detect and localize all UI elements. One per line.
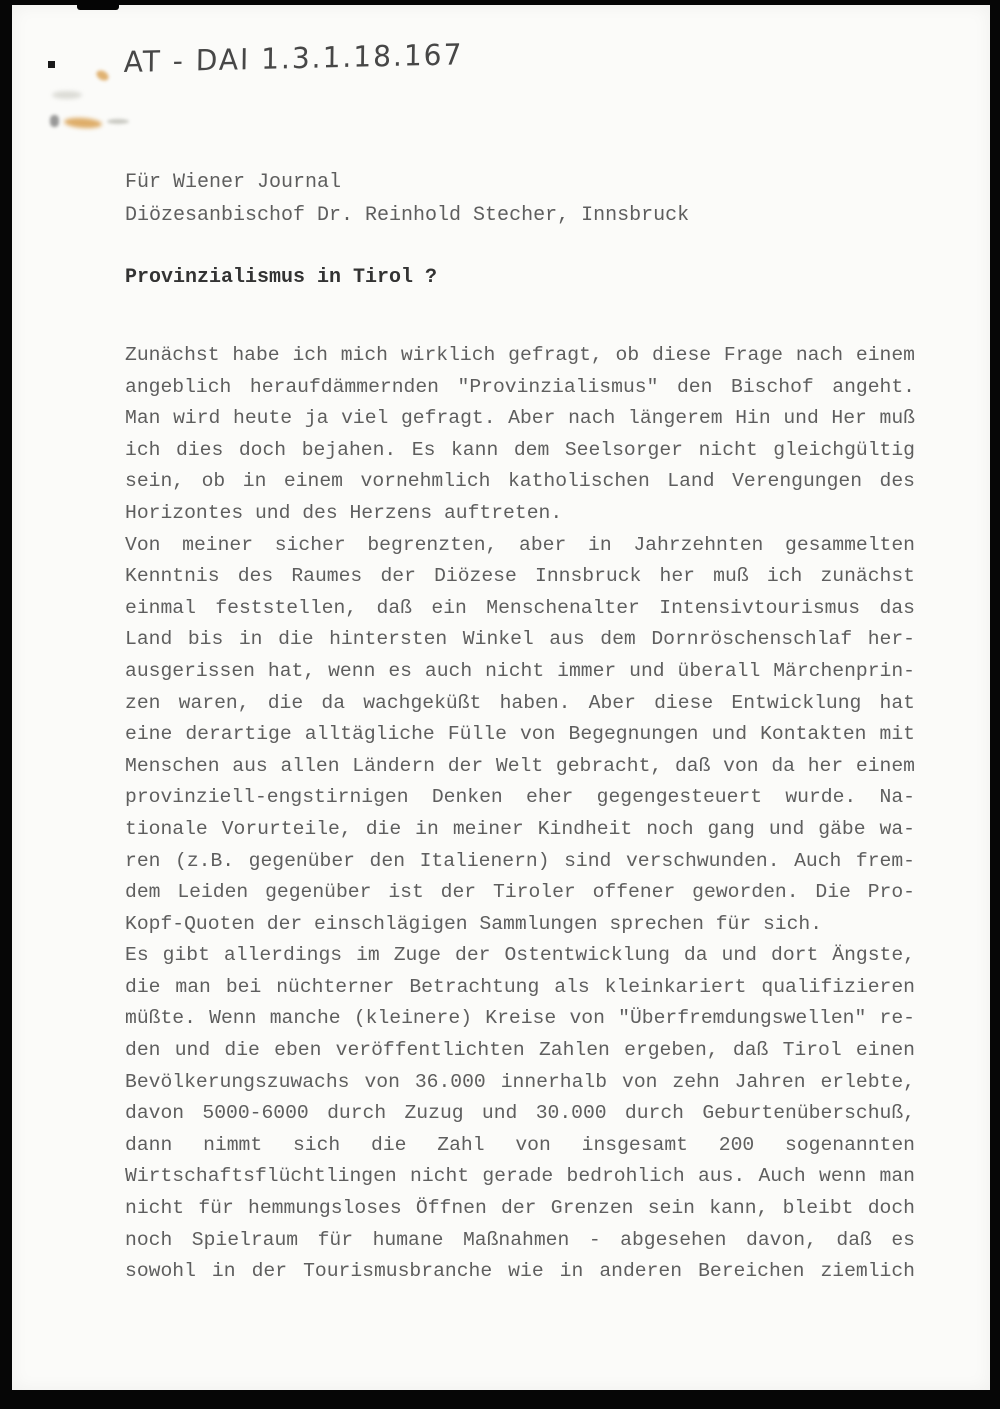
document-page bbox=[12, 5, 990, 1390]
body-line: nicht für hemmungsloses Öffnen der Grenzen sein kann, bleibt doch bbox=[125, 1197, 915, 1220]
body-line: davon 5000-6000 durch Zuzug und 30.000 durch Geburtenüberschuß, bbox=[125, 1102, 915, 1125]
smudge-mark bbox=[95, 68, 111, 82]
smudge-mark bbox=[64, 117, 103, 130]
body-line: Man wird heute ja viel gefragt. Aber nach längerem Hin und Her muß bbox=[125, 407, 915, 430]
body-line: einmal feststellen, daß ein Menschenalter Intensivtourismus das bbox=[125, 596, 915, 619]
body-line: tionale Vorurteile, die in meiner Kindheit noch gang und gäbe wa- bbox=[125, 817, 915, 840]
smudge-mark bbox=[50, 115, 59, 127]
document-body bbox=[125, 340, 915, 1288]
body-line: dann nimmt sich die Zahl von insgesamt 200 sogenannten bbox=[125, 1133, 915, 1156]
body-line: dem Leiden gegenüber ist der Tiroler offener geworden. Die Pro- bbox=[125, 881, 915, 904]
body-line: Wirtschaftsflüchtlingen nicht gerade bedrohlich aus. Auch wenn man bbox=[125, 1165, 915, 1188]
document-author-line: Diözesanbischof Dr. Reinhold Stecher, Innsbruck bbox=[125, 204, 690, 227]
body-line: ich dies doch bejahen. Es kann dem Seelsorger nicht gleichgültig bbox=[125, 438, 915, 461]
scan-edge-artifact bbox=[77, 0, 119, 10]
body-line: Kenntnis des Raumes der Diözese Innsbruck her muß ich zunächst bbox=[125, 565, 915, 588]
smudge-mark bbox=[107, 119, 129, 124]
body-line: Horizontes und des Herzens auftreten. bbox=[125, 501, 563, 524]
body-line: ausgerissen hat, wenn es auch nicht immer und überall Märchenprin- bbox=[125, 659, 915, 682]
body-line: Kopf-Quoten der einschlägigen Sammlungen sprechen für sich. bbox=[125, 912, 823, 935]
body-line: Zunächst habe ich mich wirklich gefragt, ob diese Frage nach einem bbox=[125, 344, 915, 366]
document-recipient-line: Für Wiener Journal bbox=[125, 171, 342, 194]
body-line: zen waren, die da wachgeküßt haben. Aber diese Entwicklung hat bbox=[125, 691, 915, 714]
body-line: sowohl in der Tourismusbranche wie in anderen Bereichen ziemlich bbox=[125, 1260, 915, 1283]
body-line: ren (z.B. gegenüber den Italienern) sind verschwunden. Auch frem- bbox=[125, 849, 915, 872]
body-line: müßte. Wenn manche (kleinere) Kreise von "Überfremdungswellen" re- bbox=[125, 1007, 915, 1030]
archive-reference-handwritten: AT - DAI 1.3.1.18.167 bbox=[123, 37, 464, 80]
body-line: Menschen aus allen Ländern der Welt gebracht, daß von da her einem bbox=[125, 754, 915, 777]
body-line: Bevölkerungszuwachs von 36.000 innerhalb von zehn Jahren erlebte, bbox=[125, 1070, 915, 1093]
body-line: sein, ob in einem vornehmlich katholischen Land Verengungen des bbox=[125, 470, 915, 493]
document-title: Provinzialismus in Tirol ? bbox=[125, 266, 438, 289]
body-line: eine derartige alltägliche Fülle von Begegnungen und Kontakten mit bbox=[125, 723, 915, 746]
body-line: noch Spielraum für humane Maßnahmen - abgesehen davon, daß es bbox=[125, 1228, 915, 1251]
smudge-mark bbox=[52, 91, 82, 99]
body-line: den und die eben veröffentlichten Zahlen ergeben, daß Tirol einen bbox=[125, 1039, 915, 1062]
body-line: die man bei nüchterner Betrachtung als kleinkariert qualifizieren bbox=[125, 975, 915, 998]
body-line: Von meiner sicher begrenzten, aber in Jahrzehnten gesammelten bbox=[125, 533, 915, 556]
body-line: provinziell-engstirnigen Denken eher gegengesteuert wurde. Na- bbox=[125, 786, 915, 809]
ink-dot-mark bbox=[48, 61, 55, 68]
body-line: Land bis in die hintersten Winkel aus dem Dornröschenschlaf her- bbox=[125, 628, 915, 651]
body-line: angeblich heraufdämmernden "Provinzialismus" den Bischof angeht. bbox=[125, 375, 915, 398]
body-line: Es gibt allerdings im Zuge der Ostentwicklung da und dort Ängste, bbox=[125, 944, 915, 967]
